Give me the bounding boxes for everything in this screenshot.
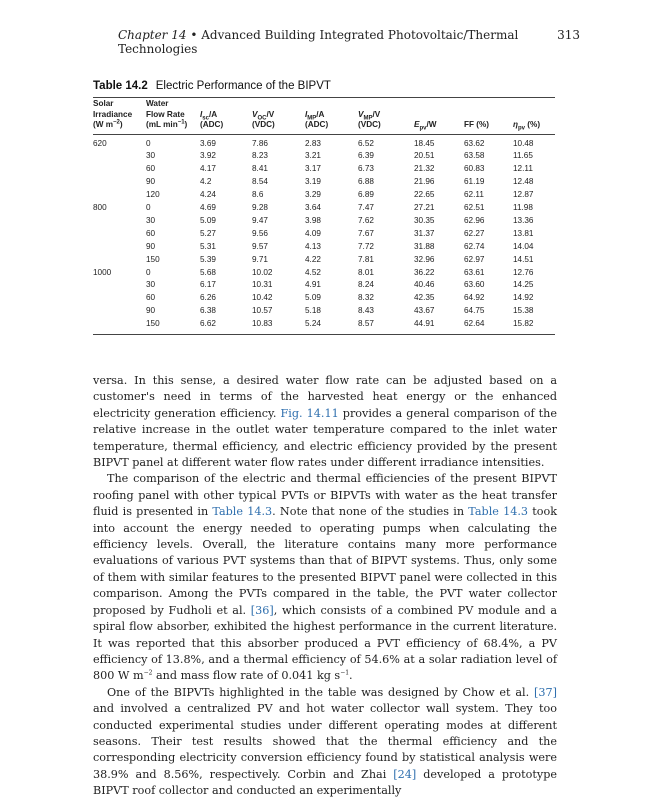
table-cell: 90 [146, 177, 156, 187]
table-cell: 9.57 [252, 241, 268, 251]
table-caption-text: Electric Performance of the BIPVT [155, 80, 331, 92]
table-cell: 8.43 [358, 306, 374, 316]
table-header-row [93, 98, 555, 135]
col-header-solar-irradiance: Solar Irradiance (W $m^{-2}$) [93, 98, 146, 135]
header-bullet: • [190, 28, 198, 42]
table-cell: 4.17 [200, 164, 216, 174]
table-row [93, 228, 555, 241]
table-cell: 14.25 [513, 280, 534, 290]
col-header-ff: FF (%) [464, 98, 513, 135]
table-cell: 3.64 [305, 203, 321, 213]
table-reference-link[interactable]: Table 14.3 [468, 505, 529, 519]
table-cell: 4.91 [305, 280, 321, 290]
table-cell [93, 189, 146, 202]
table-row [93, 134, 555, 150]
table-cell: 7.62 [358, 215, 374, 225]
citation-link[interactable]: [36] [250, 603, 274, 617]
table-cell: 62.11 [464, 190, 484, 200]
table-row [93, 176, 555, 189]
chapter-title: Advanced Building Integrated Photovoltaic/Thermal Technologies [118, 28, 519, 56]
table-cell: 63.62 [464, 138, 485, 148]
table-cell: 27.21 [414, 203, 435, 213]
table-cell: 10.83 [252, 318, 305, 334]
col-header-voc: $V_{OC}/V$ (VDC) [252, 98, 305, 135]
table-cell: 60 [146, 293, 156, 303]
table-cell: 62.27 [464, 228, 485, 238]
table-cell: 9.56 [252, 228, 268, 238]
table-cell: 1000 [93, 267, 112, 277]
table-cell: 800 [93, 203, 107, 213]
col-header-eta-pv: $\eta_{pv}$ (%) [513, 98, 555, 135]
table-cell [93, 228, 146, 241]
table-row [93, 292, 555, 305]
table-cell: 44.91 [414, 318, 464, 334]
table-cell [93, 318, 146, 334]
citation-link[interactable]: [24] [393, 767, 417, 781]
table-cell [93, 176, 146, 189]
table-cell: 3.29 [305, 190, 321, 200]
table-cell: 62.64 [464, 318, 513, 334]
table-cell: 13.36 [513, 215, 534, 225]
table-row [93, 305, 555, 318]
running-header [118, 28, 580, 56]
table-row [93, 279, 555, 292]
table-cell: 10.31 [252, 280, 273, 290]
table-cell: 4.2 [200, 177, 212, 187]
table-cell: 120 [146, 190, 160, 200]
table-cell: 11.98 [513, 203, 533, 213]
table-row [93, 215, 555, 228]
table-cell: 6.26 [200, 293, 216, 303]
table-cell: 5.31 [200, 241, 216, 251]
col-header-epv: $E_{pv}/W$ [414, 98, 464, 135]
col-header-imp: $I_{MP}/A$ (ADC) [305, 98, 358, 135]
table-cell: 0 [146, 203, 151, 213]
table-cell: 8.23 [252, 151, 268, 161]
table-cell: 36.22 [414, 267, 435, 277]
table-cell: 64.75 [464, 306, 485, 316]
table-cell: 3.92 [200, 151, 216, 161]
table-cell: 4.22 [305, 254, 321, 264]
table-cell: 4.24 [200, 190, 216, 200]
table-cell: 21.32 [414, 164, 435, 174]
table-cell: 14.92 [513, 293, 534, 303]
table-cell: 62.51 [464, 203, 485, 213]
table-cell: 5.09 [305, 293, 321, 303]
table-cell: 11.65 [513, 151, 533, 161]
table-cell: 60 [146, 164, 156, 174]
table-cell [93, 163, 146, 176]
table-cell: 61.19 [464, 177, 485, 187]
table-cell: 14.51 [513, 254, 534, 264]
table-cell: 8.41 [252, 164, 268, 174]
table-cell: 22.65 [414, 190, 435, 200]
table-cell: 4.09 [305, 228, 321, 238]
table-cell: 6.89 [358, 190, 374, 200]
table-cell [93, 279, 146, 292]
table-row [93, 202, 555, 215]
table-cell: 0 [146, 267, 151, 277]
table-cell: 15.38 [513, 306, 534, 316]
table-cell: 13.81 [513, 228, 534, 238]
table-cell: 10.02 [252, 267, 273, 277]
table-cell [93, 254, 146, 267]
page-number: 313 [557, 28, 580, 42]
bipvt-performance-table [93, 97, 555, 335]
table-cell: 5.24 [305, 318, 358, 334]
table-cell: 7.86 [252, 138, 268, 148]
table-cell: 5.39 [200, 254, 216, 264]
table-cell: 8.54 [252, 177, 268, 187]
table-cell: 63.60 [464, 280, 485, 290]
table-cell: 4.69 [200, 203, 216, 213]
body-text [93, 373, 557, 800]
table-cell: 42.35 [414, 293, 435, 303]
table-cell [93, 150, 146, 163]
table-cell: 12.11 [513, 164, 533, 174]
table-cell: 8.32 [358, 293, 374, 303]
table-cell: 6.73 [358, 164, 374, 174]
citation-link[interactable]: [37] [534, 685, 557, 699]
table-cell: 63.61 [464, 267, 485, 277]
table-cell: 7.67 [358, 228, 374, 238]
table-row [93, 267, 555, 280]
table-cell [93, 292, 146, 305]
table-cell: 30 [146, 151, 156, 161]
table-cell: 10.42 [252, 293, 273, 303]
col-header-vmp: $V_{MP}/V$ (VDC) [358, 98, 414, 135]
table-cell [93, 305, 146, 318]
table-cell: 8.6 [252, 190, 264, 200]
table-cell: 40.46 [414, 280, 435, 290]
table-cell: 60.83 [464, 164, 485, 174]
table-caption [93, 80, 331, 92]
table-cell: 3.98 [305, 215, 321, 225]
table-cell: 14.04 [513, 241, 534, 251]
table-cell: 31.88 [414, 241, 435, 251]
table-cell: 90 [146, 306, 156, 316]
table-cell: 7.47 [358, 203, 374, 213]
table-cell: 6.39 [358, 151, 374, 161]
table-cell: 62.97 [464, 254, 485, 264]
table-cell: 43.67 [414, 306, 435, 316]
table-cell: 12.48 [513, 177, 534, 187]
table-cell: 64.92 [464, 293, 485, 303]
table-cell: 6.17 [200, 280, 216, 290]
table-cell: 9.47 [252, 215, 268, 225]
table-cell: 8.24 [358, 280, 374, 290]
table-cell: 5.27 [200, 228, 216, 238]
table-row [93, 163, 555, 176]
table-cell: 0 [146, 138, 151, 148]
table-cell: 30 [146, 280, 156, 290]
table-cell: 6.52 [358, 138, 374, 148]
table-cell: 2.83 [305, 138, 321, 148]
table-cell: 7.72 [358, 241, 374, 251]
table-cell: 6.88 [358, 177, 374, 187]
table-label: Table 14.2 [93, 80, 148, 92]
table-cell: 4.52 [305, 267, 321, 277]
table-row [93, 318, 555, 334]
table-cell: 150 [146, 254, 160, 264]
table-cell: 32.96 [414, 254, 435, 264]
table-cell: 3.69 [200, 138, 216, 148]
table-cell [93, 241, 146, 254]
table-cell: 31.37 [414, 228, 435, 238]
table-row [93, 241, 555, 254]
paragraph-3: One of the BIPVTs highlighted in the table was designed by Chow et al. [37] and involved a centralized PV and hot water collector wall system. They too conducted experimental studies under different operating modes at different seasons. Their test results showed that the thermal efficiency and the corresponding electricity conversion efficiency found by statistical analysis were 38.9% and 8.56%, respectively. Corbin and Zhai [24] developed a prototype BIPVT roof collector and conducted an experimentally [93, 685, 557, 798]
table-cell: 6.62 [200, 318, 252, 334]
paragraph-2: The comparison of the electric and thermal efficiencies of the present BIPVT roofing panel with other typical PVTs or BIPVTs with water as the heat transfer fluid is presented in Table 14.3. Note that none of the studies in Table 14.3 took into account the energy needed to operating pumps when calculating the efficiency levels. Overall, the literature contains many more performance evaluations of various PVT systems than that of BIPVT systems. Thus, only some of them with similar features to the presented BIPVT panel were collected in this comparison. Among the PVTs compared in the table, the PVT water collector proposed by Fudholi et al. [36], which consists of a combined PV module and a spiral flow absorber, exhibited the highest performance in the current literature. It was reported that this absorber produced a PVT efficiency of 68.4%, a PV efficiency of 13.8%, and a thermal efficiency of 54.6% at a solar radiation level of 800 W $m^{-2}$ and mass flow rate of 0.041 kg $s^{-1}$. [93, 472, 557, 683]
table-cell: 20.51 [414, 151, 435, 161]
table-cell: 9.28 [252, 203, 268, 213]
table-cell: 8.57 [358, 318, 414, 334]
table-cell: 21.96 [414, 177, 435, 187]
col-header-water-flow-rate: Water Flow Rate (mL $\min^{-1}$) [146, 98, 200, 135]
table-cell: 60 [146, 228, 156, 238]
chapter-label: Chapter 14 [118, 28, 187, 42]
table-cell: 12.87 [513, 190, 534, 200]
table-cell: 4.13 [305, 241, 321, 251]
table-cell: 62.74 [464, 241, 485, 251]
table-cell: 8.01 [358, 267, 374, 277]
table-cell: 15.82 [513, 318, 555, 334]
table-cell: 150 [146, 318, 200, 334]
table-cell: 90 [146, 241, 156, 251]
table-cell: 6.38 [200, 306, 216, 316]
table-row [93, 150, 555, 163]
table-cell: 3.21 [305, 151, 321, 161]
table-cell: 30 [146, 215, 156, 225]
table-cell: 3.17 [305, 164, 321, 174]
table-cell: 3.19 [305, 177, 321, 187]
table-cell: 9.71 [252, 254, 268, 264]
table-row [93, 254, 555, 267]
table-cell: 7.81 [358, 254, 374, 264]
table-cell [93, 215, 146, 228]
table-reference-link[interactable]: Table 14.3 [212, 505, 273, 519]
table-row [93, 189, 555, 202]
figure-reference-link[interactable]: Fig. 14.11 [280, 406, 339, 420]
table-cell: 620 [93, 138, 107, 148]
table-cell: 5.09 [200, 215, 216, 225]
table-cell: 5.68 [200, 267, 216, 277]
table-cell: 63.58 [464, 151, 485, 161]
table-cell: 30.35 [414, 215, 435, 225]
table-cell: 12.76 [513, 267, 534, 277]
table-cell: 62.96 [464, 215, 485, 225]
paragraph-1: versa. In this sense, a desired water flow rate can be adjusted based on a customer's need in terms of the harvested heat energy or the enhanced electricity generation efficiency. Fig. 14.11 provides a general comparison of the relative increase in the outlet water temperature compared to the inlet water temperature, thermal efficiency, and electric efficiency provided by the present BIPVT panel at different water flow rates under different irradiance intensities. [93, 374, 557, 470]
table-cell: 10.57 [252, 306, 273, 316]
table-cell: 10.48 [513, 138, 534, 148]
table-cell: 18.45 [414, 138, 435, 148]
table-cell: 5.18 [305, 306, 321, 316]
col-header-isc: $I_{sc}/A$ (ADC) [200, 98, 252, 135]
